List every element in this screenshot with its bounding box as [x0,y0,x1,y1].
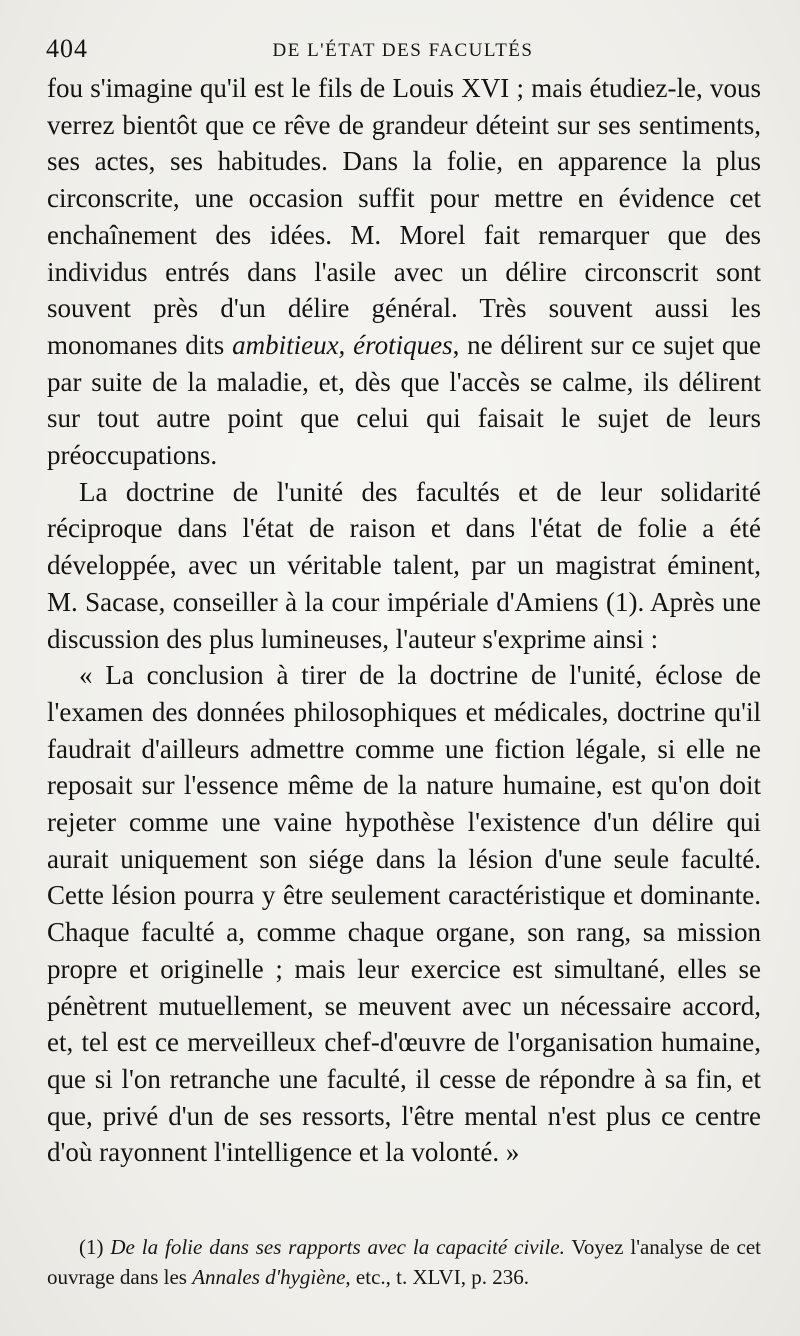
footnote-text-middle: Voyez l'analyse de cet ouvrage dans les [47,1235,762,1289]
footnote-italic-journal: Annales d'hygiène [192,1265,346,1289]
page-header [46,34,760,68]
body-text [47,70,761,1171]
footnote-italic-title: De la folie dans ses rapports avec la capacité civile. [110,1235,565,1259]
paragraph-1 [47,70,761,474]
footnote-text-end: , etc., t. XLVI, p. 236. [345,1265,529,1289]
running-head: DE L'ÉTAT DES FACULTÉS [272,40,534,61]
italic-segment: ambitieux, érotiques [232,329,453,360]
footnote-text [47,1232,761,1292]
paragraph-2 [47,474,761,658]
paragraph-3-quotation [47,657,761,1171]
text-segment: La doctrine de l'unité des facultés et de leur solidarité réciproque dans l'état de raison et dans l'état de folie a été développée, avec un véritable talent, par un magistrat éminent, M. Sacase, conseiller à la cour impériale d'Amiens (1). Après une discussion des plus lumineuses, l'auteur s'exprime ainsi : [47,476,761,654]
text-segment: fou s'imagine qu'il est le fils de Louis XVI ; mais étudiez-le, vous verrez bientôt que ce rêve de grandeur déteint sur ses sentiments, ses actes, ses habitudes. Dans la folie, en apparence la plus circonscrite, une occasion suffit pour mettre en évidence cet enchaînement des idées. M. Morel fait remarquer que des individus entrés dans l'asile avec un délire circonscrit sont souvent près d'un délire général. Très souvent aussi les monomanes dits [47,73,761,360]
footnote [47,1232,761,1292]
page-number: 404 [46,34,88,63]
footnote-marker: (1) [79,1235,104,1259]
text-segment: « La conclusion à tirer de la doctrine de l'unité, éclose de l'examen des données philosophiques et médicales, doctrine qu'il faudrait d'ailleurs admettre comme une fiction légale, si elle ne reposait sur l'essence même de la nature humaine, est qu'on doit rejeter comme une vaine hypothèse l'existence d'un délire qui aurait uniquement son siége dans la lésion d'une seule faculté. Cette lésion pourra y être seulement caractéristique et dominante. Chaque faculté a, comme chaque organe, son rang, sa mission propre et originelle ; mais leur exercice est simultané, elles se pénètrent mutuellement, se meuvent avec un nécessaire accord, et, tel est ce merveilleux chef-d'œuvre de l'organisation humaine, que si l'on retranche une faculté, il cesse de répondre à sa fin, et que, privé d'un de ses ressorts, l'être mental n'est plus ce centre d'où rayonnent l'intelligence et la volonté. » [47,660,761,1168]
text-segment: , ne délirent sur ce sujet que par suite de la maladie, et, dès que l'accès se calme, ils délirent sur tout autre point que celui qui faisait le sujet de leurs préoccupations. [47,329,761,471]
